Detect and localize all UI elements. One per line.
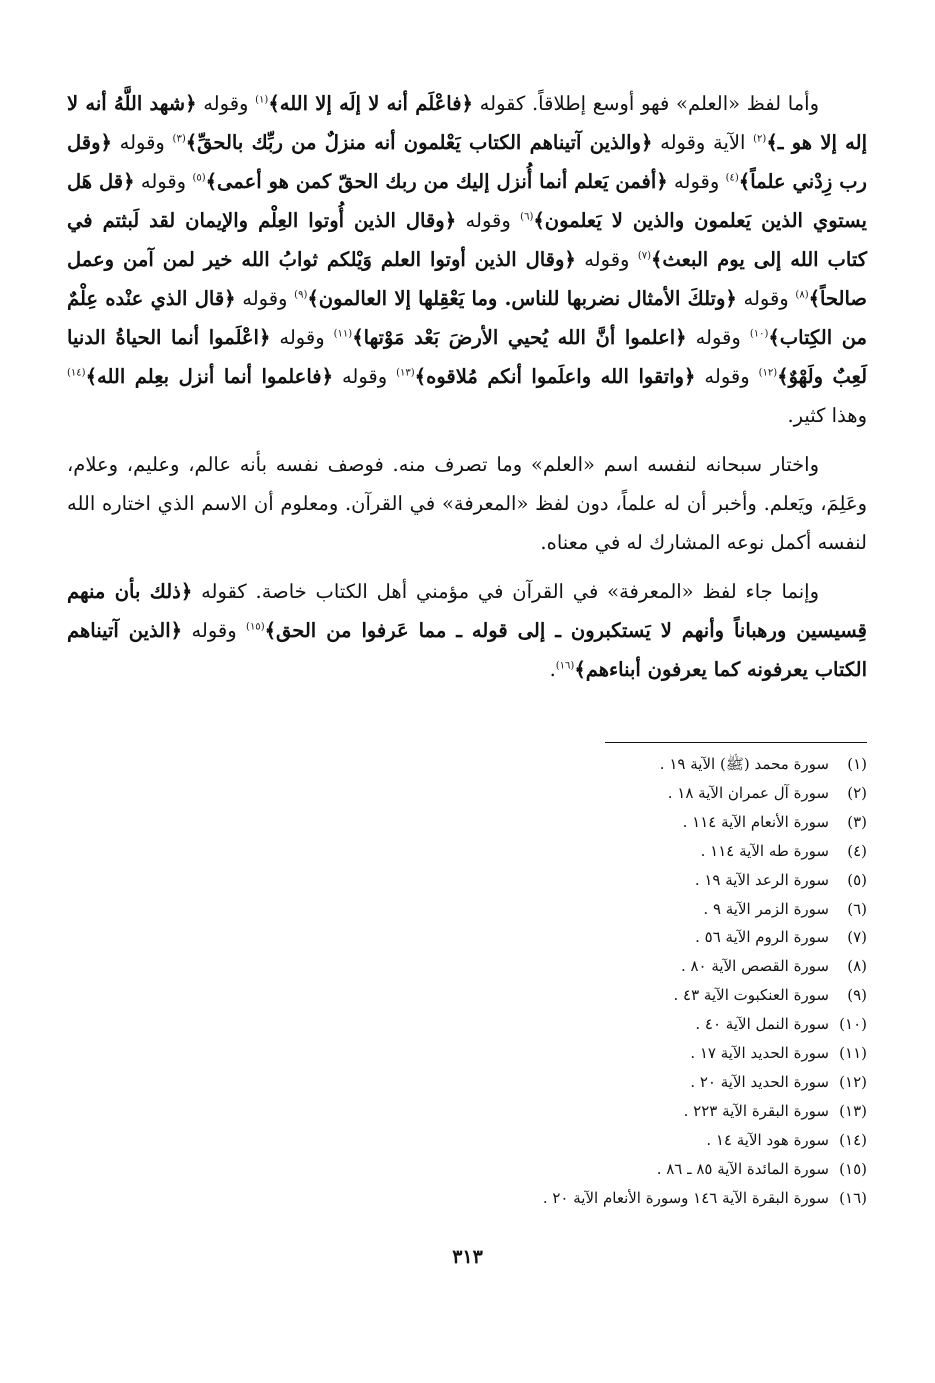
footnote-ref: (١٦) bbox=[555, 660, 575, 672]
footnote-number: (١٦) bbox=[839, 1188, 867, 1207]
quran-quote: ﴿أفمن يَعلم أنما أُنزل إليك من ربك الحقّ كمن هو أعمى﴾ bbox=[205, 170, 668, 193]
footnote-text: سورة البقرة الآية ١٤٦ وسورة الأنعام الآية ٢٠ . bbox=[542, 1188, 829, 1207]
footnote-number: (٥) bbox=[847, 870, 867, 889]
footnote-text: سورة محمد (ﷺ) الآية ١٩ . bbox=[659, 755, 829, 773]
footnote-item bbox=[67, 779, 867, 808]
body-text: وقوله bbox=[695, 365, 759, 388]
footnote-item bbox=[67, 952, 867, 981]
body-text: وقوله bbox=[111, 131, 173, 154]
quran-quote: ﴿اعلموا أنَّ الله يُحيي الأرضَ بَعْد مَوْتها﴾ bbox=[352, 326, 687, 349]
body-text: . bbox=[549, 658, 556, 681]
footnote-text: سورة الأنعام الآية ١١٤ . bbox=[682, 812, 829, 831]
quran-quote: ﴿والذين آتيناهم الكتاب يَعْلمون أنه منزلٌ من ربِّك بالحقِّ﴾ bbox=[185, 131, 653, 154]
footnote-text: سورة الزمر الآية ٩ . bbox=[703, 899, 829, 918]
footnote-text: سورة البقرة الآية ٢٢٣ . bbox=[683, 1101, 829, 1120]
footnote-number: (١٣) bbox=[839, 1101, 867, 1120]
footnote-list bbox=[67, 750, 867, 1213]
footnote-text: سورة النمل الآية ٤٠ . bbox=[695, 1015, 829, 1034]
body-text: وقوله bbox=[270, 326, 334, 349]
footnote-item bbox=[67, 1010, 867, 1039]
footnote-ref: (١) bbox=[255, 94, 269, 106]
footnote-number: (١٢) bbox=[839, 1072, 867, 1091]
footnote-ref: (١٢) bbox=[758, 367, 778, 379]
footnote-item bbox=[67, 1097, 867, 1126]
footnote-item bbox=[67, 1184, 867, 1213]
body-text: وقوله bbox=[182, 619, 247, 642]
footnote-item bbox=[67, 981, 867, 1010]
body-text: وقوله bbox=[575, 248, 638, 271]
footnote-ref: (٩) bbox=[294, 289, 308, 301]
footnote-item bbox=[67, 1039, 867, 1068]
footnote-ref: (٨) bbox=[795, 289, 809, 301]
body-text: وقوله bbox=[686, 326, 750, 349]
footnote-text: سورة الحديد الآية ٢٠ . bbox=[690, 1072, 829, 1091]
footnote-ref: (١٥) bbox=[246, 621, 265, 633]
quran-quote: ﴿واتقوا الله واعلَموا أنكم مُلاقوه﴾ bbox=[414, 365, 696, 388]
footnote-text: سورة الروم الآية ٥٦ . bbox=[695, 928, 829, 947]
quran-quote: ﴿شهد اللَّهُ أنه لا إله إلا هو ـ﴾ bbox=[67, 92, 867, 154]
body-text: واختار سبحانه لنفسه اسم «العلم» وما تصرف منه. فوصف نفسه بأنه عالم، وعليم، وعلام، وعَلِمَ، ويَعلم. وأخبر أن له علماً، دون لفظ «المعرفة» في القرآن. ومعلوم أن الاسم الذي اختاره الله لنفسه أكمل نوعه المشارك له في معناه. bbox=[67, 453, 867, 554]
main-text bbox=[67, 84, 867, 699]
body-text: وقوله bbox=[456, 209, 521, 232]
body-paragraph bbox=[67, 84, 867, 435]
quran-quote: ﴿ذلك بأن منهم قِسيسين ورهباناً وأنهم لا يَستكبرون ـ إلى قوله ـ مما عَرفوا من الحق﴾ bbox=[67, 580, 867, 642]
quran-quote: ﴿قل هَل يستوي الذين يَعلمون والذين لا يَعلمون﴾ bbox=[67, 170, 867, 232]
footnote-number: (١٠) bbox=[839, 1015, 867, 1034]
body-text: وقوله bbox=[333, 365, 397, 388]
footnote-number: (١) bbox=[847, 755, 867, 773]
footnote-item bbox=[67, 866, 867, 895]
quran-quote: ﴿وتلكَ الأمثال نضربها للناس. وما يَعْقِلها إلا العالمون﴾ bbox=[307, 287, 737, 310]
quran-quote: ﴿قال الذي عنْده عِلْمٌ من الكِتاب﴾ bbox=[67, 287, 868, 349]
body-text: وقوله bbox=[134, 170, 193, 193]
quran-quote: ﴿وقل رب زِدْني علماً﴾ bbox=[67, 131, 867, 193]
footnote-ref: (٧) bbox=[637, 250, 651, 262]
quran-quote: ﴿وقال الذين أوتوا العلم وَيْلكم ثوابُ الله خير لمن آمن وعمل صالحاً﴾ bbox=[67, 248, 867, 310]
quran-quote: ﴿وقال الذين أُوتوا العِلْم والإيمان لقد لَبثتم في كتاب الله إلى يوم البعث﴾ bbox=[67, 209, 867, 271]
footnote-text: سورة آل عمران الآية ١٨ . bbox=[667, 783, 829, 802]
body-paragraph bbox=[67, 572, 867, 689]
footnote-ref: (١٠) bbox=[749, 328, 769, 340]
footnote-item bbox=[67, 923, 867, 952]
body-text: وأما لفظ «العلم» فهو أوسع إطلاقاً. كقوله bbox=[472, 92, 820, 115]
body-text: الآية وقوله bbox=[652, 131, 754, 154]
footnote-item bbox=[67, 808, 867, 837]
footnote-ref: (٣) bbox=[172, 133, 186, 145]
footnote-number: (٨) bbox=[847, 957, 867, 976]
footnote-text: سورة العنكبوت الآية ٤٣ . bbox=[673, 986, 829, 1005]
footnote-number: (١١) bbox=[839, 1044, 867, 1063]
body-paragraph bbox=[67, 445, 867, 562]
page-number: ٣١٣ bbox=[452, 1246, 483, 1268]
quran-quote: ﴿فاعْلَم أنه لا إلَه إلا الله﴾ bbox=[268, 92, 473, 115]
footnote-number: (٤) bbox=[847, 841, 867, 860]
footnote-item bbox=[67, 1155, 867, 1184]
footnote-ref: (١١) bbox=[333, 328, 353, 340]
footnote-number: (٢) bbox=[847, 783, 867, 802]
footnote-number: (٩) bbox=[847, 986, 867, 1005]
body-text: وقوله bbox=[667, 170, 726, 193]
footnote-ref: (٦) bbox=[520, 211, 534, 223]
footnote-separator bbox=[605, 742, 867, 743]
body-text: وهذا كثير. bbox=[787, 404, 867, 427]
body-text: وقوله bbox=[235, 287, 295, 310]
footnote-ref: (٤) bbox=[725, 172, 739, 184]
footnote-text: سورة المائدة الآية ٨٥ ـ ٨٦ . bbox=[656, 1159, 829, 1178]
body-text: وقوله bbox=[736, 287, 796, 310]
footnote-number: (١٤) bbox=[839, 1130, 867, 1149]
footnote-item bbox=[67, 1068, 867, 1097]
footnote-text: سورة القصص الآية ٨٠ . bbox=[680, 957, 829, 976]
footnote-number: (٧) bbox=[847, 928, 867, 947]
body-text: وإنما جاء لفظ «المعرفة» في القرآن في مؤمني أهل الكتاب خاصة. كقوله bbox=[192, 580, 819, 603]
quran-quote: ﴿الذين آتيناهم الكتاب يعرفونه كما يعرفون أبناءهم﴾ bbox=[67, 619, 867, 681]
footnote-number: (٦) bbox=[847, 899, 867, 918]
body-text: وقوله bbox=[196, 92, 256, 115]
footnote-item bbox=[67, 895, 867, 924]
quran-quote: ﴿فاعلموا أنما أنزل بعِلم الله﴾ bbox=[85, 365, 334, 388]
footnote-number: (١٥) bbox=[839, 1159, 867, 1178]
footnote-text: سورة الحديد الآية ١٧ . bbox=[690, 1044, 829, 1063]
footnote-ref: (٢) bbox=[753, 133, 767, 145]
footnote-text: سورة طه الآية ١١٤ . bbox=[700, 841, 829, 860]
footnote-text: سورة هود الآية ١٤ . bbox=[706, 1130, 829, 1149]
footnote-number: (٣) bbox=[847, 812, 867, 831]
footnote-item bbox=[67, 1126, 867, 1155]
footnote-item bbox=[67, 837, 867, 866]
footnote-item bbox=[67, 750, 867, 779]
footnote-ref: (١٣) bbox=[396, 367, 415, 379]
footnote-text: سورة الرعد الآية ١٩ . bbox=[694, 870, 829, 889]
quran-quote: ﴿اعْلَموا أنما الحياةُ الدنيا لَعِبٌ ولَهْوٌ﴾ bbox=[67, 326, 868, 388]
footnote-ref: (١٤) bbox=[67, 367, 86, 379]
footnote-ref: (٥) bbox=[192, 172, 206, 184]
